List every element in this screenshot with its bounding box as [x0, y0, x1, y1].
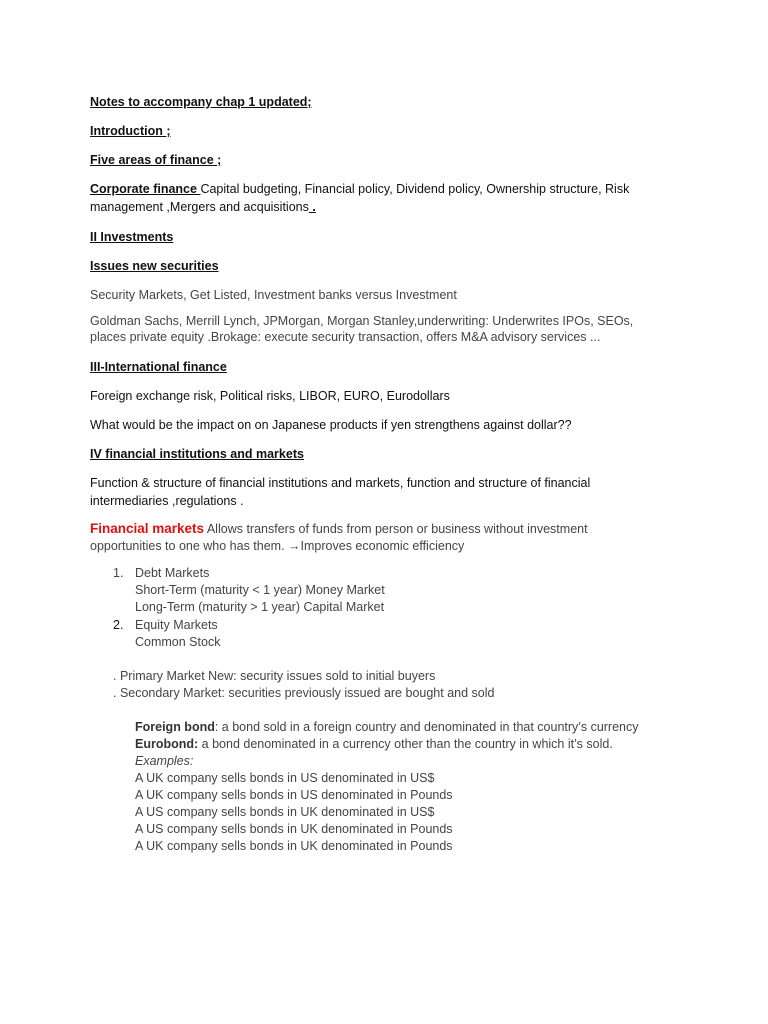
foreign-bond-label: Foreign bond	[135, 720, 215, 734]
heading-international-finance: III-International finance	[90, 360, 227, 374]
goldman-line-2: places private equity .Brokage: execute security transaction, offers M&A advisory services ...	[90, 330, 601, 344]
eurobond-label: Eurobond:	[135, 737, 199, 751]
secondary-market-line: . Secondary Market: securities previously issued are bought and sold	[113, 686, 495, 700]
examples-label: Examples:	[135, 754, 194, 768]
financial-markets-label: Financial markets	[90, 521, 205, 536]
function-line-2: intermediaries ,regulations .	[90, 494, 244, 508]
list-line: Short-Term (maturity < 1 year) Money Market	[135, 583, 385, 597]
list-number: 1.	[113, 566, 124, 580]
eurobond-text: a bond denominated in a currency other than the country in which it’s sold.	[198, 737, 613, 751]
corporate-finance-text-2: management ,Mergers and acquisitions	[90, 200, 309, 214]
paragraph-financial-markets	[90, 520, 690, 555]
heading-introduction: Introduction ;	[90, 124, 171, 138]
example-line: A US company sells bonds in UK denominated in US$	[135, 805, 435, 819]
paragraph-yen-question: What would be the impact on on Japanese products if yen strengthens against dollar??	[90, 418, 572, 432]
primary-market-line: . Primary Market New: security issues sold to initial buyers	[113, 669, 436, 683]
example-line: A UK company sells bonds in US denominated in Pounds	[135, 788, 453, 802]
financial-markets-text-1: Allows transfers of funds from person or business without investment	[204, 522, 588, 536]
example-line: A UK company sells bonds in US denominated in US$	[135, 771, 435, 785]
paragraph-function-structure	[90, 474, 690, 510]
list-line: Debt Markets	[135, 566, 210, 580]
example-line: A US company sells bonds in UK denominated in Pounds	[135, 822, 453, 836]
goldman-line-1: Goldman Sachs, Merrill Lynch, JPMorgan, Morgan Stanley,underwriting: Underwrites IPOs, SEOs,	[90, 314, 634, 328]
function-line-1: Function & structure of financial institutions and markets, function and structure of financial	[90, 476, 591, 490]
corporate-finance-text-end: .	[308, 200, 316, 214]
list-line: Equity Markets	[135, 618, 218, 632]
paragraph-fx-risks: Foreign exchange risk, Political risks, LIBOR, EURO, Eurodollars	[90, 389, 450, 403]
corporate-finance-text-1: Capital budgeting, Financial policy, Dividend policy, Ownership structure, Risk	[200, 182, 630, 196]
heading-five-areas: Five areas of finance ;	[90, 153, 222, 167]
heading-issues-new-securities: Issues new securities	[90, 259, 219, 273]
list-number: 2.	[113, 618, 124, 632]
foreign-bond-text: : a bond sold in a foreign country and denominated in that country’s currency	[214, 720, 639, 734]
paragraph-security-markets: Security Markets, Get Listed, Investment banks versus Investment	[90, 288, 457, 302]
paragraph-goldman	[90, 313, 690, 345]
heading-financial-institutions: IV financial institutions and markets	[90, 447, 304, 461]
financial-markets-text-2: opportunities to one who has them. →Improves economic efficiency	[90, 539, 465, 553]
document-title: Notes to accompany chap 1 updated;	[90, 95, 312, 109]
heading-investments: II Investments	[90, 230, 174, 244]
bond-definitions	[135, 719, 735, 855]
corporate-finance-label: Corporate finance	[90, 182, 201, 196]
list-line: Long-Term (maturity > 1 year) Capital Market	[135, 600, 385, 614]
example-line: A UK company sells bonds in UK denominated in Pounds	[135, 839, 453, 853]
list-line: Common Stock	[135, 635, 221, 649]
paragraph-corporate-finance	[90, 180, 690, 216]
